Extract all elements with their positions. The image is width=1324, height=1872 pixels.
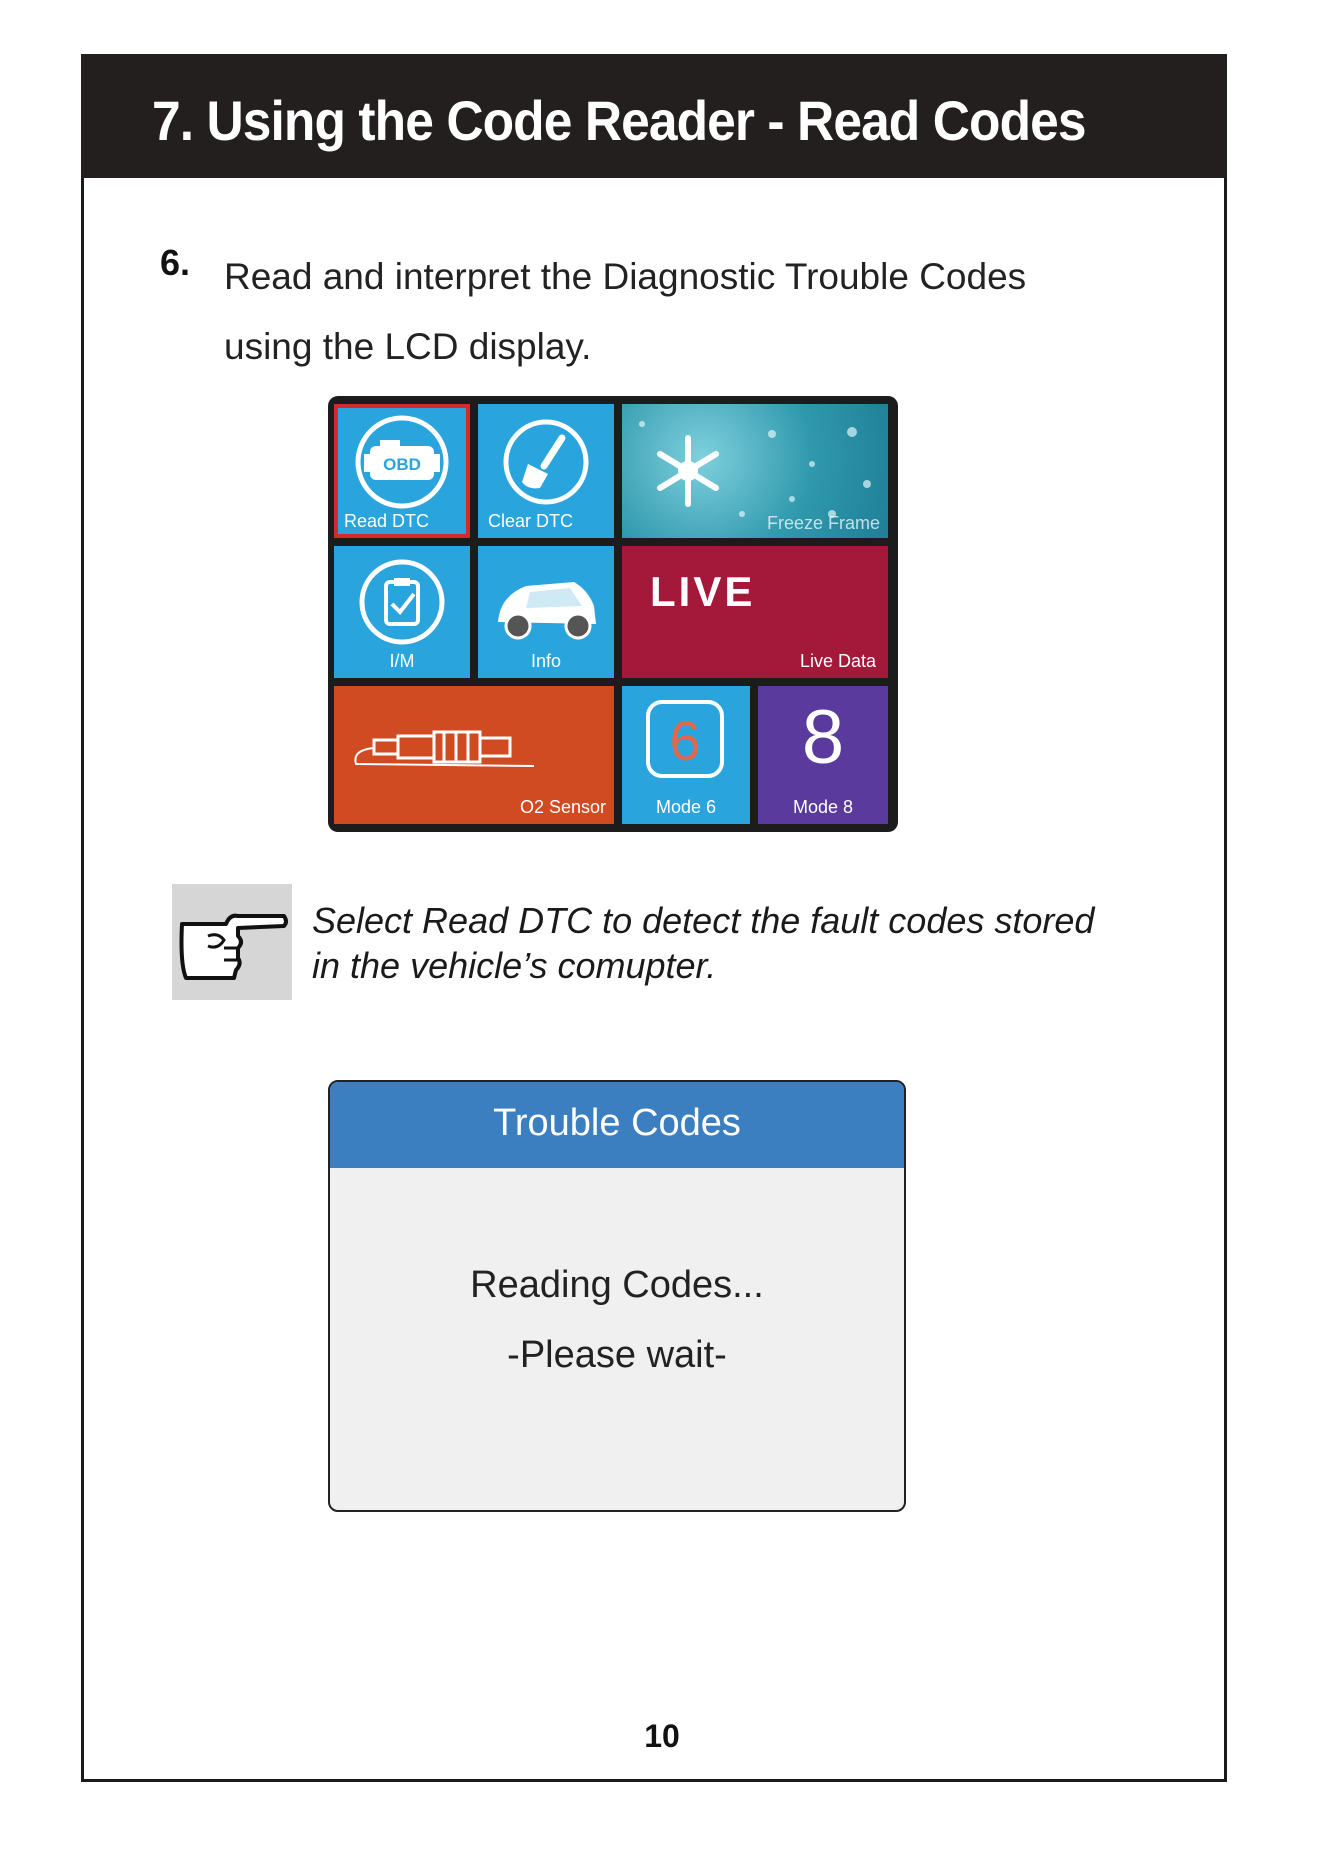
- section-title: 7. Using the Code Reader - Read Codes: [152, 89, 1086, 152]
- clear-dtc-label: Clear DTC: [488, 511, 574, 531]
- dialog-header: [330, 1082, 904, 1168]
- dialog-title: Trouble Codes: [493, 1102, 741, 1144]
- step-line-1: Read and interpret the Diagnostic Trouble Codes: [224, 256, 1027, 297]
- step-text: [224, 242, 1026, 382]
- note-text: [312, 898, 1192, 988]
- o2-sensor-label: O2 Sensor: [519, 797, 606, 817]
- info-label: Info: [530, 651, 562, 671]
- reading-codes-message: Reading Codes...: [470, 1264, 764, 1306]
- step-number: 6.: [160, 242, 191, 283]
- mode-8-digit: 8: [801, 695, 845, 780]
- lcd-menu-screen: [328, 396, 898, 832]
- note-line-2: in the vehicle’s comupter.: [312, 945, 717, 986]
- mode-8-label: Mode 8: [792, 797, 854, 817]
- step-line-2: using the LCD display.: [224, 326, 592, 367]
- pointing-hand-icon: [172, 884, 292, 1000]
- tile-im[interactable]: [334, 546, 470, 678]
- note-line-1: Select Read DTC to detect the fault codes stored: [312, 900, 1095, 941]
- page-number: 10: [644, 1718, 680, 1754]
- tile-clear-dtc[interactable]: [478, 404, 614, 538]
- tile-info[interactable]: [478, 546, 614, 678]
- mode-6-digit: 6: [669, 709, 701, 772]
- live-logo-text: LIVE: [650, 568, 756, 615]
- pointing-hand-drawing: [172, 884, 292, 1000]
- mode-6-label: Mode 6: [655, 797, 717, 817]
- freeze-frame-label: Freeze Frame: [766, 513, 880, 533]
- live-data-label: Live Data: [799, 651, 876, 671]
- tile-mode-6[interactable]: [622, 686, 750, 824]
- im-label: I/M: [389, 651, 415, 671]
- svg-text:OBD: OBD: [383, 455, 421, 474]
- tile-freeze-frame[interactable]: [622, 404, 888, 538]
- tile-o2-sensor[interactable]: [334, 686, 614, 824]
- tile-live-data[interactable]: [622, 546, 888, 678]
- tile-read-dtc[interactable]: [334, 404, 470, 538]
- read-dtc-label: Read DTC: [344, 511, 430, 531]
- tile-mode-8[interactable]: [758, 686, 888, 824]
- please-wait-message: -Please wait-: [507, 1334, 727, 1376]
- trouble-codes-screen: [328, 1080, 906, 1512]
- mode-6-icon: [646, 700, 724, 778]
